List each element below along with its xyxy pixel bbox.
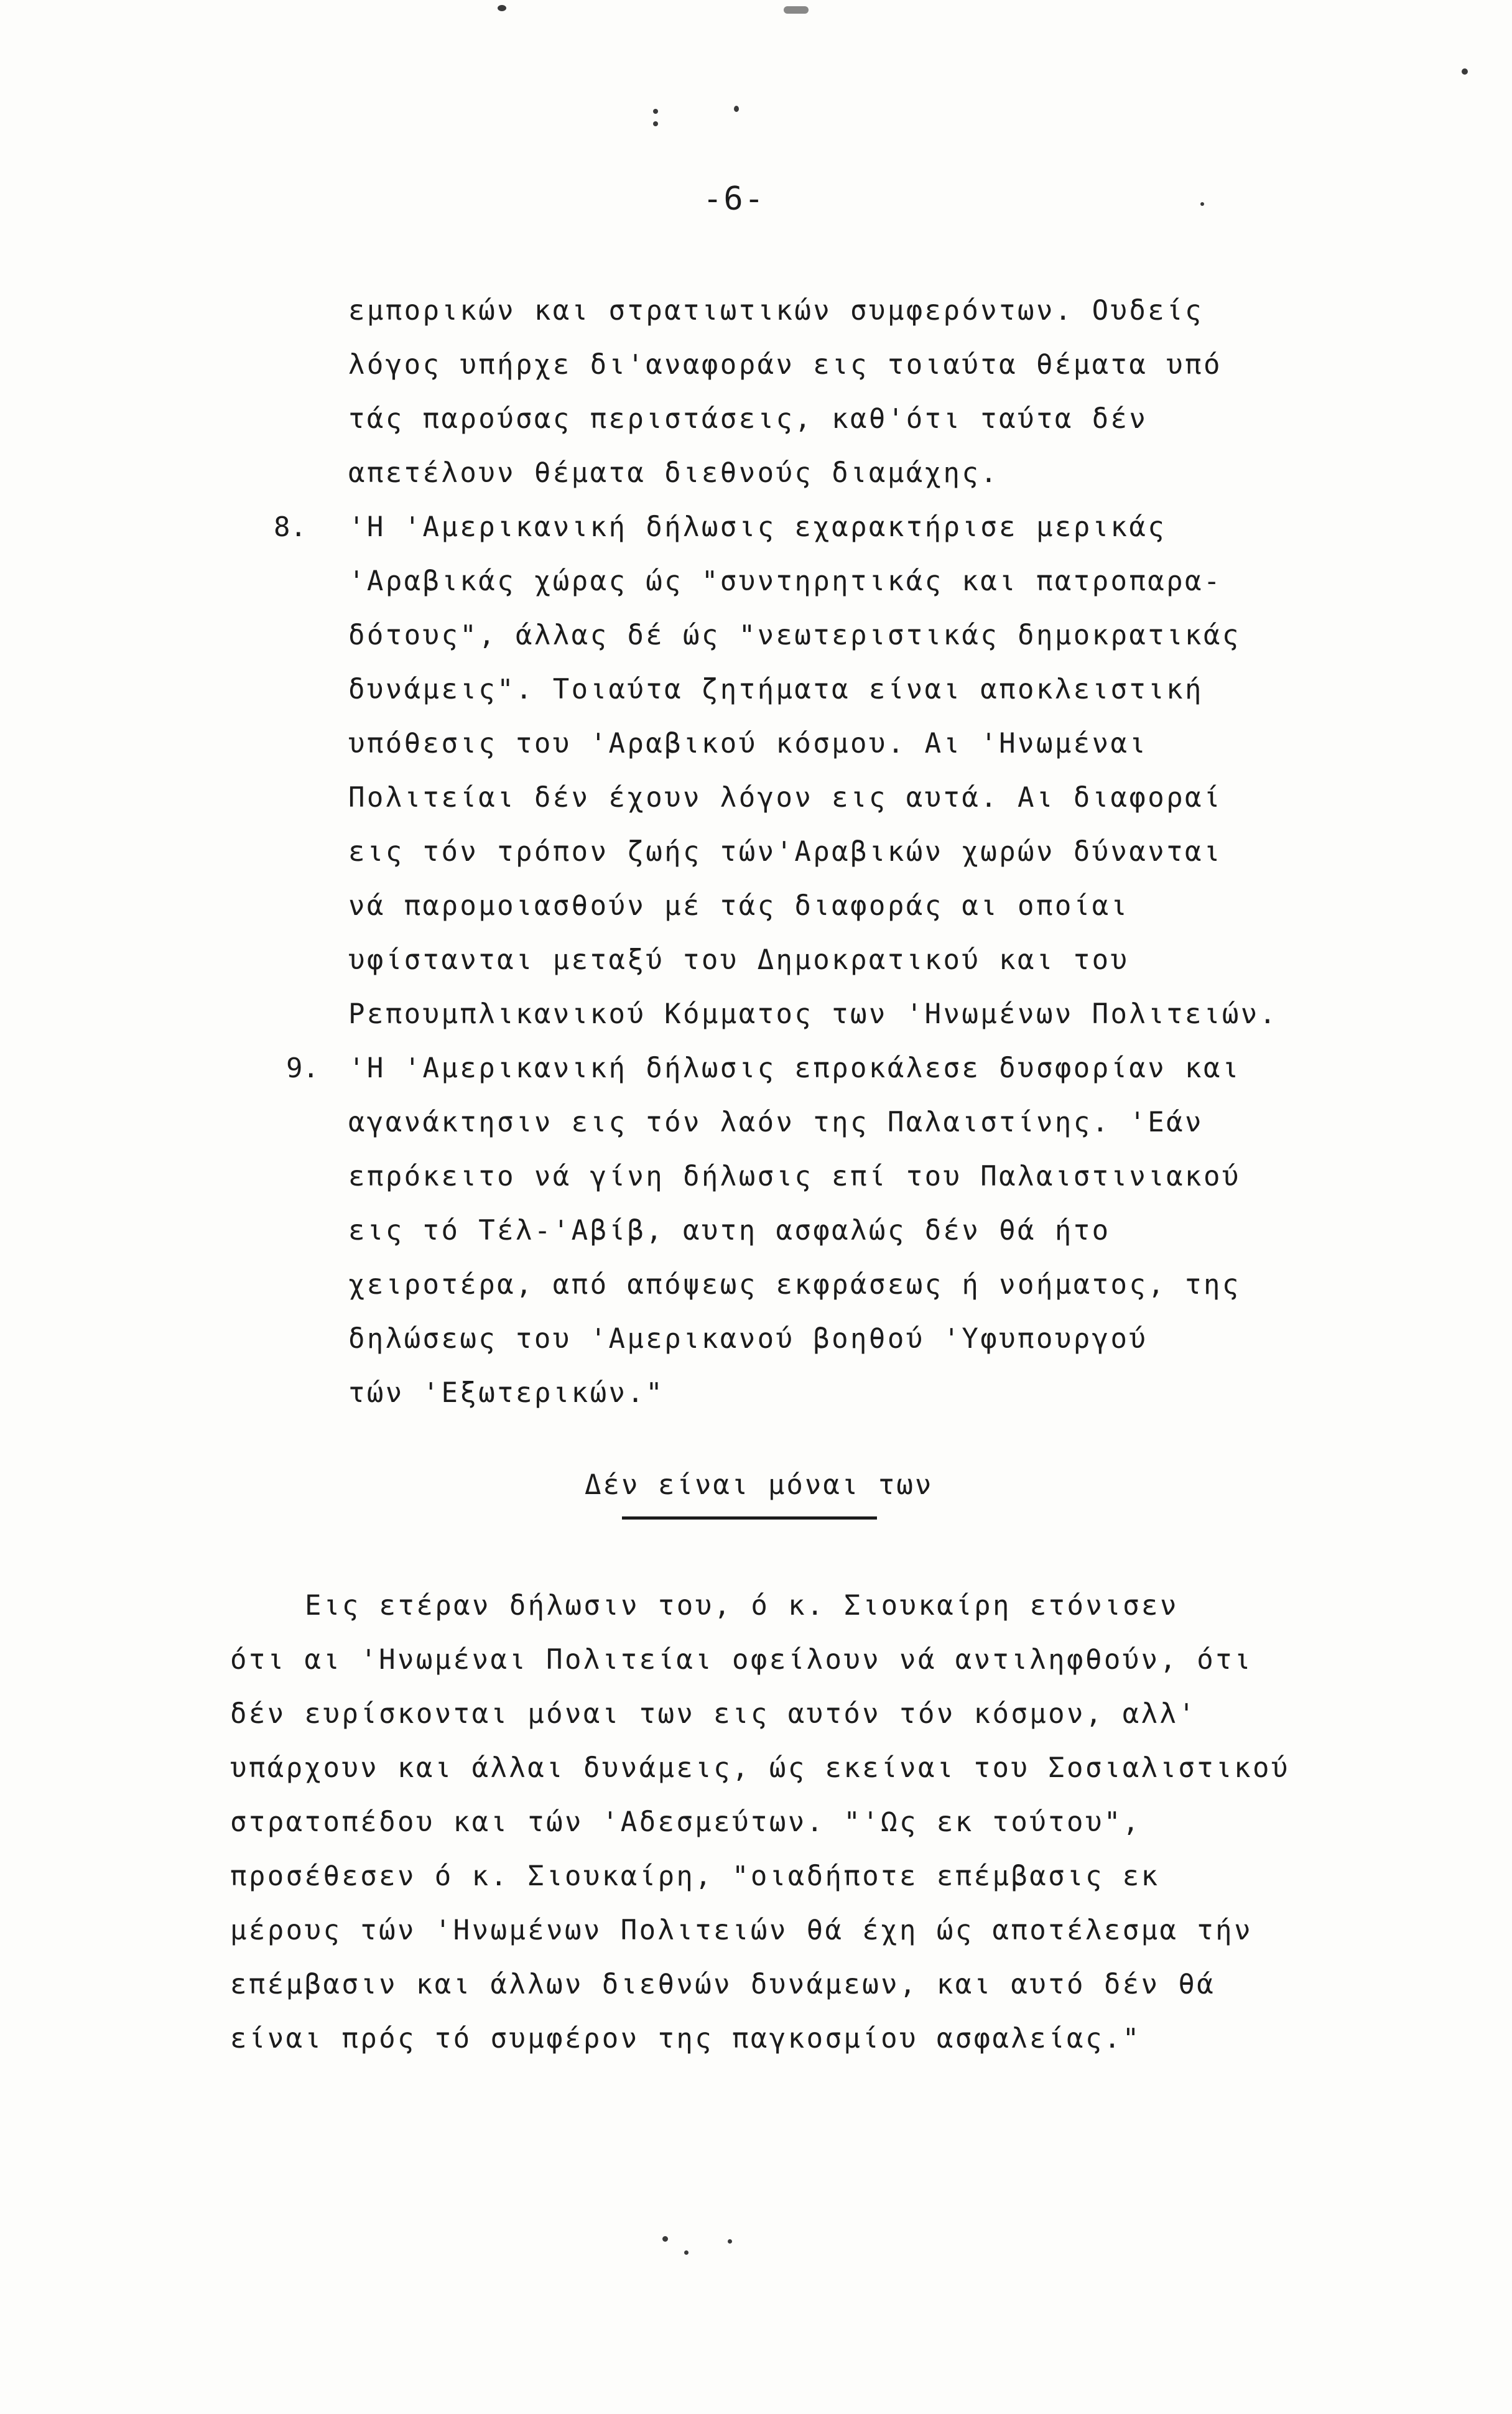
- text-line: επρόκειτο νά γίνη δήλωσις επί του Παλαιστινιακού: [348, 1161, 1241, 1192]
- text-line: Πολιτείαι δέν έχουν λόγον εις αυτά. Αι διαφοραί: [348, 782, 1222, 814]
- text-line: Εις ετέραν δήλωσιν του, ό κ. Σιουκαίρη ετόνισεν: [305, 1590, 1179, 1622]
- text-line: τών 'Εξωτερικών.": [348, 1377, 665, 1409]
- scan-speck: [1200, 202, 1204, 206]
- scan-speck: [1462, 68, 1468, 75]
- scan-speck: [684, 2250, 689, 2255]
- text-line: δέν ευρίσκονται μόναι των εις αυτόν τόν κόσμον, αλλ': [230, 1698, 1197, 1730]
- text-line: υπάρχουν και άλλαι δυνάμεις, ώς εκείναι του Σοσιαλιστικού: [230, 1752, 1290, 1784]
- text-line: εις τόν τρόπον ζωής τών'Αραβικών χωρών δύνανται: [348, 836, 1222, 868]
- text-line: υφίστανται μεταξύ του Δημοκρατικού και του: [348, 944, 1129, 976]
- scan-speck: [653, 121, 658, 126]
- text-line: χειροτέρα, από απόψεως εκφράσεως ή νοήματος, της: [348, 1269, 1241, 1301]
- text-line: 'Η 'Αμερικανική δήλωσις εχαρακτήρισε μερικάς: [348, 511, 1167, 543]
- text-line: δηλώσεως του 'Αμερικανού βοηθού 'Υφυπουργού: [348, 1323, 1148, 1355]
- text-line: αγανάκτησιν εις τόν λαόν της Παλαιστίνης. 'Εάν: [348, 1107, 1204, 1138]
- scan-speck: [662, 2236, 668, 2242]
- item-number: 9.: [286, 1052, 319, 1084]
- section-subheading: Δέν είναι μόναι των: [585, 1469, 934, 1501]
- text-line: εμπορικών και στρατιωτικών συμφερόντων. Ουδείς: [348, 295, 1204, 327]
- text-line: εις τό Τέλ-'Αβίβ, αυτη ασφαλώς δέν θά ήτο: [348, 1215, 1111, 1246]
- item-number: 8.: [274, 511, 307, 543]
- scan-speck: [728, 2239, 732, 2244]
- text-line: τάς παρούσας περιστάσεις, καθ'ότι ταύτα δέν: [348, 403, 1148, 435]
- text-line: δυνάμεις". Τοιαύτα ζητήματα είναι αποκλειστική: [348, 674, 1204, 705]
- text-line: λόγος υπήρχε δι'αναφοράν εις τοιαύτα θέματα υπό: [348, 349, 1222, 381]
- text-line: νά παρομοιασθούν μέ τάς διαφοράς αι οποίαι: [348, 890, 1129, 922]
- text-line: απετέλουν θέματα διεθνούς διαμάχης.: [348, 457, 999, 489]
- text-line: υπόθεσις του 'Αραβικού κόσμου. Αι 'Ηνωμέναι: [348, 728, 1148, 759]
- text-line: στρατοπέδου και τών 'Αδεσμεύτων. "'Ως εκ τούτου",: [230, 1806, 1141, 1838]
- text-line: ότι αι 'Ηνωμέναι Πολιτείαι οφείλουν νά αντιληφθούν, ότι: [230, 1644, 1253, 1676]
- scan-speck: [784, 6, 809, 14]
- text-line: 'Αραβικάς χώρας ώς "συντηρητικάς και πατροπαρα-: [348, 565, 1222, 597]
- scan-speck: [734, 106, 739, 112]
- text-line: είναι πρός τό συμφέρον της παγκοσμίου ασφαλείας.": [230, 2023, 1141, 2054]
- text-line: 'Η 'Αμερικανική δήλωσις επροκάλεσε δυσφορίαν και: [348, 1052, 1241, 1084]
- text-line: προσέθεσεν ό κ. Σιουκαίρη, "οιαδήποτε επέμβασις εκ: [230, 1860, 1160, 1892]
- page-number: -6-: [703, 180, 765, 218]
- text-line: επέμβασιν και άλλων διεθνών δυνάμεων, και αυτό δέν θά: [230, 1969, 1216, 2000]
- subheading-underline: [622, 1516, 877, 1520]
- text-line: δότους", άλλας δέ ώς "νεωτεριστικάς δημοκρατικάς: [348, 620, 1241, 651]
- text-line: μέρους τών 'Ηνωμένων Πολιτειών θά έχη ώς αποτέλεσμα τήν: [230, 1915, 1253, 1946]
- text-line: Ρεπουμπλικανικού Κόμματος των 'Ηνωμένων Πολιτειών.: [348, 998, 1278, 1030]
- scan-speck: [653, 109, 658, 114]
- scan-speck: [498, 5, 506, 11]
